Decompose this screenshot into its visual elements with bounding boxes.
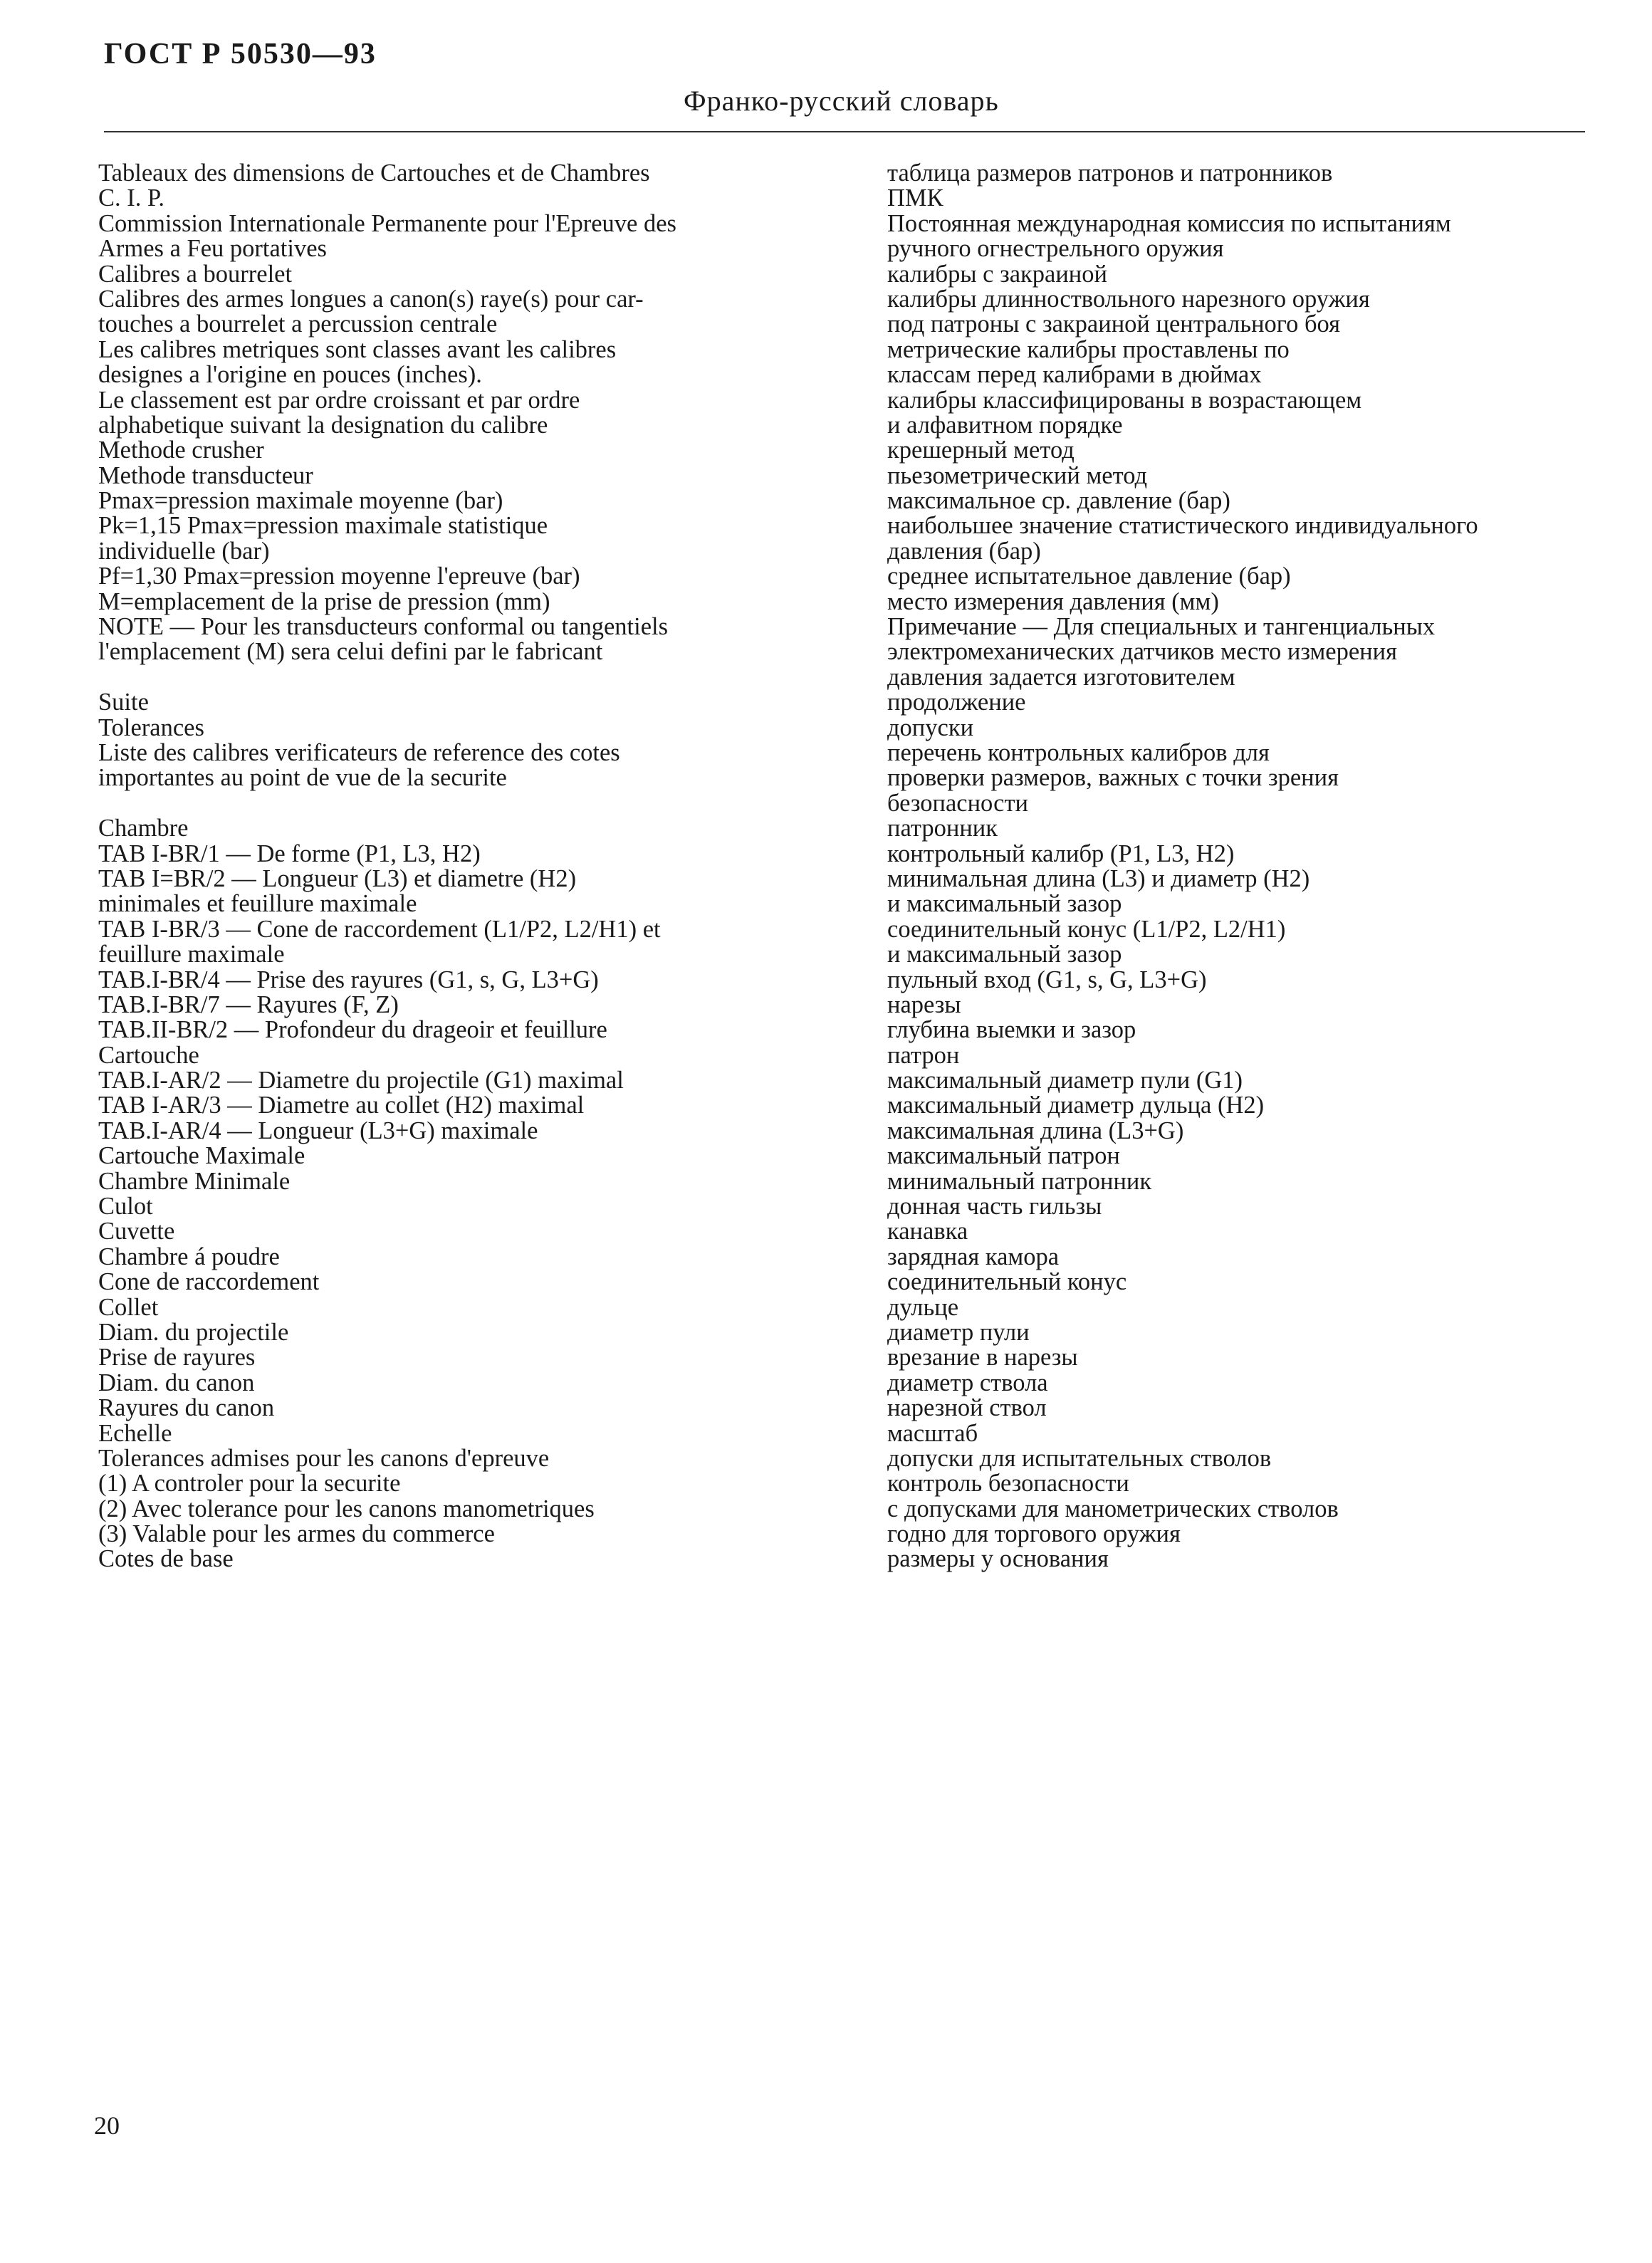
french-terms-column: [98, 161, 867, 1572]
french-term-line: l'emplacement (M) sera celui defini par le fabricant: [98, 638, 603, 666]
russian-term-line: и алфавитном порядке: [887, 411, 1123, 439]
french-term-line: Diam. du canon: [98, 1369, 255, 1396]
french-term-line: alphabetique suivant la designation du calibre: [98, 411, 548, 439]
russian-term-line: давления задается изготовителем: [887, 663, 1235, 691]
russian-term-line: безопасности: [887, 789, 1029, 817]
french-term-line: TAB I=BR/2 — Longueur (L3) et diametre (H2): [98, 864, 577, 892]
page-number: 20: [94, 2111, 120, 2140]
french-term-line: touches a bourrelet a percussion centrale: [98, 310, 498, 338]
russian-term-line: Примечание — Для специальных и тангенциальных: [887, 613, 1436, 641]
french-term-line: Liste des calibres verificateurs de reference des cotes: [98, 738, 620, 766]
french-term-line: Pk=1,15 Pmax=pression maximale statistique: [98, 512, 548, 540]
russian-term-line: допуски: [887, 714, 974, 741]
page-title: Франко-русский словарь: [684, 85, 999, 117]
russian-term-line: таблица размеров патронов и патронников: [887, 160, 1333, 187]
french-term-line: Cartouche: [98, 1041, 199, 1069]
russian-term-line: место измерения давления (мм): [887, 587, 1219, 615]
russian-term-line: классам перед калибрами в дюймах: [887, 361, 1262, 389]
russian-term-line: соединительный конус (L1/P2, L2/H1): [887, 915, 1286, 943]
russian-term-line: калибры длинноствольного нарезного оружия: [887, 285, 1370, 313]
french-term-line: TAB.I-BR/7 — Rayures (F, Z): [98, 991, 399, 1018]
french-term-line: Tolerances: [98, 714, 204, 741]
russian-term-line: максимальный патрон: [887, 1142, 1120, 1170]
russian-term-line: масштаб: [887, 1419, 978, 1447]
russian-term-line: калибры с закраиной: [887, 260, 1107, 288]
french-term-line: Tolerances admises pour les canons d'epreuve: [98, 1444, 550, 1472]
french-term-line: Cone de raccordement: [98, 1268, 320, 1296]
russian-term-line: максимальная длина (L3+G): [887, 1117, 1184, 1144]
russian-term-line: зарядная камора: [887, 1243, 1060, 1270]
russian-term-line: пульный вход (G1, s, G, L3+G): [887, 966, 1207, 993]
russian-term-line: максимальный диаметр пули (G1): [887, 1067, 1243, 1094]
russian-term-line: допуски для испытательных стволов: [887, 1444, 1272, 1472]
russian-term-line: Постоянная международная комиссия по испытаниям: [887, 209, 1451, 237]
french-term-line: Cartouche Maximale: [98, 1142, 305, 1170]
french-term-line: Pmax=pression maximale moyenne (bar): [98, 487, 503, 515]
french-term-line: Tableaux des dimensions de Cartouches et de Chambres: [98, 160, 650, 187]
russian-term-line: давления (бар): [887, 537, 1041, 565]
french-term-line: M=emplacement de la prise de pression (mm): [98, 587, 550, 615]
french-term-line: Cotes de base: [98, 1545, 234, 1573]
header-rule: [104, 131, 1585, 132]
russian-term-line: продолжение: [887, 689, 1026, 716]
russian-term-line: канавка: [887, 1218, 968, 1245]
french-term-line: TAB.I-AR/4 — Longueur (L3+G) maximale: [98, 1117, 538, 1144]
french-term-line: Methode crusher: [98, 437, 264, 464]
french-term-line: Les calibres metriques sont classes avant les calibres: [98, 335, 617, 363]
french-term-line: Culot: [98, 1193, 153, 1221]
russian-term-line: врезание в нарезы: [887, 1344, 1078, 1371]
french-term-line: Collet: [98, 1293, 159, 1321]
russian-term-line: максимальное ср. давление (бар): [887, 487, 1230, 515]
french-term-line: Methode transducteur: [98, 461, 313, 489]
russian-term-line: и максимальный зазор: [887, 941, 1122, 968]
french-term-line: individuelle (bar): [98, 537, 270, 565]
russian-term-line: пьезометрический метод: [887, 461, 1148, 489]
russian-term-line: под патроны с закраиной центрального боя: [887, 310, 1340, 338]
french-term-line: Diam. du projectile: [98, 1318, 289, 1346]
french-term-line: Armes a Feu portatives: [98, 235, 327, 263]
french-term-line: minimales et feuillure maximale: [98, 890, 417, 918]
russian-term-line: крешерный метод: [887, 437, 1075, 464]
russian-term-line: диаметр ствола: [887, 1369, 1048, 1396]
russian-term-line: перечень контрольных калибров для: [887, 738, 1270, 766]
french-term-spacer: [98, 665, 867, 690]
french-term-line: Prise de rayures: [98, 1344, 256, 1371]
russian-term-line: наибольшее значение статистического индивидуального: [887, 512, 1478, 540]
french-term-line: TAB I-BR/1 — De forme (P1, L3, H2): [98, 840, 481, 867]
french-term-line: C. I. P.: [98, 184, 164, 212]
french-term-line: TAB.I-BR/4 — Prise des rayures (G1, s, G, L3+G): [98, 966, 599, 993]
french-term-line: Le classement est par ordre croissant et par ordre: [98, 386, 580, 414]
french-term-line: (2) Avec tolerance pour les canons manometriques: [98, 1495, 595, 1522]
russian-term-line: размеры у основания: [887, 1545, 1109, 1573]
russian-term-line: с допусками для манометрических стволов: [887, 1495, 1339, 1522]
french-term-line: Calibres a bourrelet: [98, 260, 293, 288]
french-term-line: designes a l'origine en pouces (inches).: [98, 361, 482, 389]
french-term-line: Chambre Minimale: [98, 1167, 291, 1195]
french-term-line: Chambre á poudre: [98, 1243, 280, 1270]
russian-term-line: донная часть гильзы: [887, 1193, 1102, 1221]
french-term-spacer: [98, 791, 867, 816]
russian-term-line: минимальная длина (L3) и диаметр (H2): [887, 864, 1310, 892]
russian-term-line: минимальный патронник: [887, 1167, 1152, 1195]
russian-term-line: метрические калибры проставлены по: [887, 335, 1290, 363]
french-term-line: TAB I-BR/3 — Cone de raccordement (L1/P2, L2/H1) et: [98, 915, 661, 943]
french-term-line: Cuvette: [98, 1218, 175, 1245]
french-term-line: Commission Internationale Permanente pour l'Epreuve des: [98, 209, 676, 237]
russian-term-line: максимальный диаметр дульца (H2): [887, 1092, 1265, 1119]
russian-term-line: электромеханических датчиков место измерения: [887, 638, 1397, 666]
french-term-line: Chambre: [98, 815, 189, 842]
russian-term-line: проверки размеров, важных с точки зрения: [887, 764, 1339, 792]
russian-terms-column: [887, 161, 1571, 1572]
russian-term-line: патронник: [887, 815, 998, 842]
russian-term-line: калибры классифицированы в возрастающем: [887, 386, 1362, 414]
french-term-line: Echelle: [98, 1419, 172, 1447]
french-term-line: feuillure maximale: [98, 941, 285, 968]
russian-term-line: диаметр пули: [887, 1318, 1030, 1346]
standard-code: ГОСТ Р 50530—93: [104, 38, 377, 70]
russian-term-line: нарезной ствол: [887, 1394, 1047, 1422]
russian-term-line: нарезы: [887, 991, 961, 1018]
russian-term-line: среднее испытательное давление (бар): [887, 563, 1291, 590]
french-term-line: TAB.I-AR/2 — Diametre du projectile (G1) maximal: [98, 1067, 624, 1094]
french-term-line: TAB.II-BR/2 — Profondeur du drageoir et feuillure: [98, 1016, 607, 1044]
french-term-line: (1) A controler pour la securite: [98, 1470, 401, 1498]
russian-term-line: и максимальный зазор: [887, 890, 1122, 918]
french-term-line: Pf=1,30 Pmax=pression moyenne l'epreuve (bar): [98, 563, 580, 590]
french-term-line: Rayures du canon: [98, 1394, 275, 1422]
french-term-line: Calibres des armes longues a canon(s) raye(s) pour car-: [98, 285, 644, 313]
russian-term-line: контроль безопасности: [887, 1470, 1129, 1498]
russian-term-line: контрольный калибр (P1, L3, H2): [887, 840, 1235, 867]
russian-term-line: соединительный конус: [887, 1268, 1127, 1296]
french-term-line: NOTE — Pour les transducteurs conformal ou tangentiels: [98, 613, 669, 641]
russian-term-line: патрон: [887, 1041, 960, 1069]
french-term-line: Suite: [98, 689, 149, 716]
russian-term-line: ручного огнестрельного оружия: [887, 235, 1224, 263]
russian-term-line: дульце: [887, 1293, 959, 1321]
french-term-line: TAB I-AR/3 — Diametre au collet (H2) maximal: [98, 1092, 585, 1119]
french-term-line: importantes au point de vue de la securite: [98, 764, 507, 792]
russian-term-line: годно для торгового оружия: [887, 1520, 1181, 1548]
russian-term-line: глубина выемки и зазор: [887, 1016, 1136, 1044]
russian-term-line: ПМК: [887, 184, 943, 212]
french-term-line: (3) Valable pour les armes du commerce: [98, 1520, 495, 1548]
